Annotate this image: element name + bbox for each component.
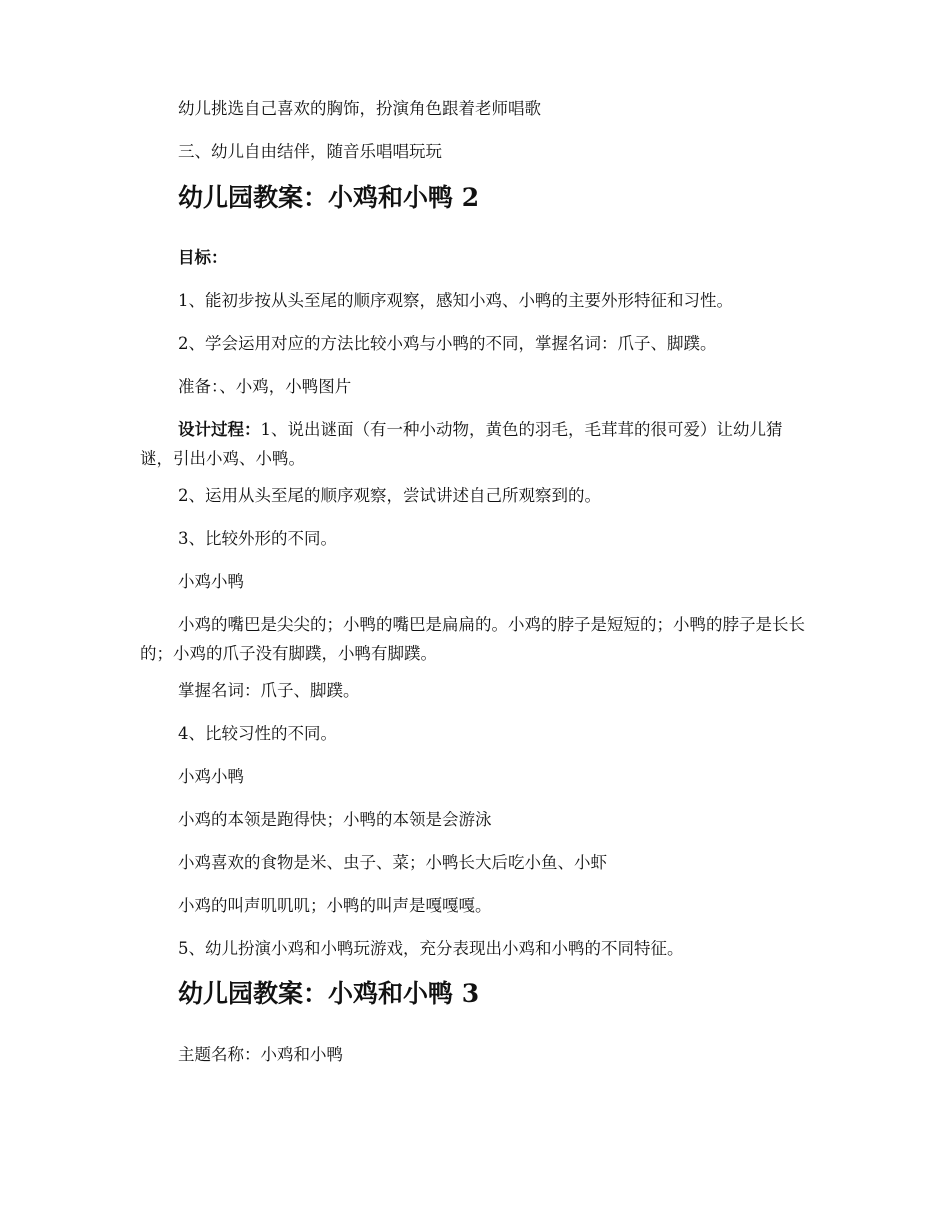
- goal-label: 目标：: [178, 248, 228, 267]
- section-heading-2: 幼儿园教案：小鸡和小鸭 2: [178, 183, 480, 212]
- step-3: 3、比较外形的不同。: [178, 529, 337, 548]
- theme-name: 主题名称：小鸡和小鸭: [178, 1045, 343, 1064]
- habit-skill: 小鸡的本领是跑得快；小鸭的本领是会游泳: [178, 810, 492, 829]
- step-4: 4、比较习性的不同。: [178, 724, 337, 743]
- shape-comparison: 小鸡的嘴巴是尖尖的；小鸭的嘴巴是扁扁的。小鸡的脖子是短短的；小鸭的脖子是长长的；小鸡的爪子没有脚蹼，小鸭有脚蹼。: [140, 615, 805, 663]
- step-5: 5、幼儿扮演小鸡和小鸭玩游戏，充分表现出小鸡和小鸭的不同特征。: [178, 939, 684, 958]
- section-heading-3: 幼儿园教案：小鸡和小鸭 3: [178, 979, 480, 1008]
- design-process-label: 设计过程：: [178, 420, 261, 439]
- master-terms: 掌握名词：爪子、脚蹼。: [178, 681, 360, 700]
- habit-food: 小鸡喜欢的食物是米、虫子、菜；小鸭长大后吃小鱼、小虾: [178, 853, 607, 872]
- design-process-text: 1、说出谜面（有一种小动物，黄色的羽毛，毛茸茸的很可爱）让幼儿猜谜，引出小鸡、小鸭。: [140, 420, 783, 468]
- design-process: [140, 415, 815, 473]
- paragraph-costume: 幼儿挑选自己喜欢的胸饰，扮演角色跟着老师唱歌: [178, 99, 541, 118]
- preparation: 准备：、小鸡，小鸭图片: [178, 377, 352, 396]
- step-2: 2、运用从头至尾的顺序观察，尝试讲述自己所观察到的。: [178, 486, 601, 505]
- paragraph-free-play: 三、幼儿自由结伴，随音乐唱唱玩玩: [178, 142, 442, 161]
- goal-item-2: 2、学会运用对应的方法比较小鸡与小鸭的不同，掌握名词：爪子、脚蹼。: [178, 334, 717, 353]
- goal-item-1: 1、能初步按从头至尾的顺序观察，感知小鸡、小鸭的主要外形特征和习性。: [178, 291, 733, 310]
- pair-label-2: 小鸡小鸭: [178, 767, 244, 786]
- habit-sound: 小鸡的叫声叽叽叽；小鸭的叫声是嘎嘎嘎。: [178, 896, 492, 915]
- pair-label-1: 小鸡小鸭: [178, 572, 244, 591]
